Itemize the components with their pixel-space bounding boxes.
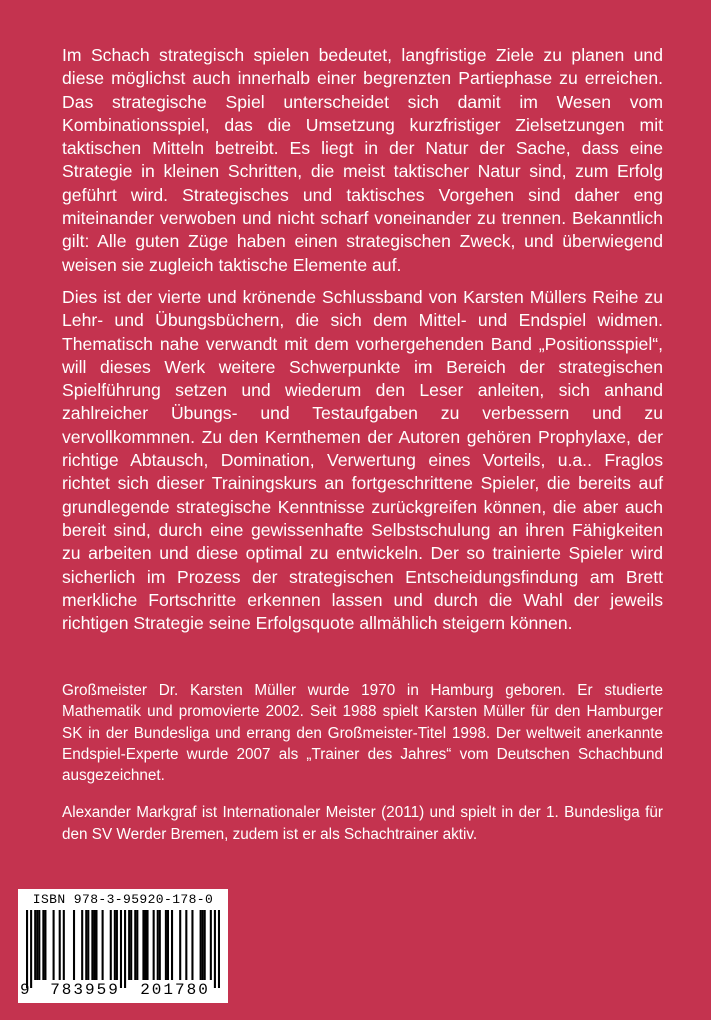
barcode-bars	[26, 910, 220, 988]
barcode-bar	[36, 910, 38, 980]
barcode-bar	[110, 910, 112, 980]
barcode-bar	[134, 910, 136, 980]
barcode-bar	[42, 910, 44, 980]
barcode-bar	[30, 910, 32, 988]
barcode-bar	[124, 910, 126, 988]
barcode-bar	[218, 910, 220, 988]
barcode-bar	[214, 910, 216, 988]
barcode-bar	[95, 910, 97, 980]
barcode-bar	[73, 910, 75, 980]
barcode-bar	[114, 910, 116, 980]
ean-first-digit: 9	[20, 981, 30, 999]
barcode-bar	[59, 910, 61, 980]
barcode-bar	[102, 910, 104, 980]
author-bio	[62, 680, 663, 861]
barcode-bar	[81, 910, 83, 980]
barcode-bar	[130, 910, 132, 980]
barcode-bar	[210, 910, 212, 980]
barcode-bar	[53, 910, 55, 980]
bio-alexander-markgraf: Alexander Markgraf ist Internationaler Meister (2011) und spielt in der 1. Bundesliga für den SV Werder Bremen, zudem ist er als Schachtrainer aktiv.	[62, 804, 663, 843]
ean-left-digits: 783959	[50, 981, 120, 999]
blurb-paragraph-2: Dies ist der vierte und krönende Schlussband von Karsten Müllers Reihe zu Lehr- und Übungsbüchern, die sich dem Mittel- und Endspiel widmen. Thematisch nahe verwandt mit dem vorhergehenden Band „Positionsspiel“, will dieses Werk weitere Schwerpunkte im Bereich der strategischen Spielführung setzen und wiederum den Leser anleiten, sich anhand zahlreicher Übungs- und Testaufgaben zu verbessern und zu vervollkommnen. Zu den Kernthemen der Autoren gehören Prophylaxe, der richtige Abtausch, Domination, Verwertung eines Vorteils, u.a.. Fraglos richtet sich dieser Trainingskurs an fortgeschrittene Spieler, die bereits auf grundlegende strategische Kenntnisse zurückgreifen können, die aber auch bereit sind, durch eine gewissenhafte Selbstschulung an ihren Fähigkeiten zu arbeiten und diese optimal zu entwickeln. Der so trainierte Spieler wird sicherlich im Prozess der strategischen Entscheidungsfindung am Brett merkliche Fortschritte erkennen lassen und durch die Wahl der jeweils richtigen Strategie seine Erfolgsquote allmählich steigern können.	[62, 286, 663, 634]
barcode-bar	[200, 910, 202, 980]
ean-right-digits: 201780	[140, 981, 210, 999]
bio-karsten-mueller: Großmeister Dr. Karsten Müller wurde 1970 in Hamburg geboren. Er studierte Mathematik und promovierte 2002. Seit 1988 spielt Karsten Müller für den Hamburger SK in der Bundesliga und errang den Großmeister-Titel 1998. Der weltweit anerkannte Endspiel-Experte wurde 2007 als „Trainer des Jahres“ vom Deutschen Schachbund ausgezeichnet.	[62, 682, 663, 785]
isbn-barcode	[18, 889, 228, 1003]
barcode-bar	[204, 910, 206, 980]
barcode-bar	[120, 910, 122, 988]
barcode-bar	[191, 910, 193, 980]
barcode-bar	[179, 910, 181, 980]
barcode-bar	[128, 910, 130, 980]
barcode-bar	[87, 910, 89, 980]
barcode-bar	[144, 910, 146, 980]
barcode-bar	[165, 910, 167, 980]
isbn-label: ISBN 978-3-95920-178-0	[32, 892, 214, 907]
barcode-bar	[26, 910, 28, 988]
barcode-bar	[34, 910, 36, 980]
barcode-bar	[159, 910, 161, 980]
barcode-bar	[91, 910, 93, 980]
barcode-bar	[171, 910, 173, 980]
barcode-bar	[38, 910, 40, 980]
barcode-bar	[136, 910, 138, 980]
barcode-bar	[93, 910, 95, 980]
barcode-bar	[153, 910, 155, 980]
barcode-bar	[146, 910, 148, 980]
blurb-paragraph-1: Im Schach strategisch spielen bedeutet, langfristige Ziele zu planen und diese möglichst auch innerhalb einer begrenzten Partiephase zu erreichen. Das strategische Spiel unterscheidet sich damit im Wesen vom Kombinationsspiel, das die Umsetzung kurzfristiger Zielsetzungen mit taktischen Mitteln betreibt. Es liegt in der Natur der Sache, dass eine Strategie in kleinen Schritten, die meist taktischer Natur sind, zum Erfolg geführt wird. Strategisches und taktisches Vorgehen sind daher eng miteinander verwoben und nicht scharf voneinander zu trennen. Bekanntlich gilt: Alle guten Züge haben einen strategischen Zweck, und überwiegend weisen sie zugleich taktische Elemente auf.	[62, 45, 663, 275]
barcode-bar	[85, 910, 87, 980]
barcode-bar	[116, 910, 118, 980]
back-cover-blurb	[62, 44, 663, 644]
barcode-bar	[157, 910, 159, 980]
barcode-bar	[185, 910, 187, 980]
barcode-bar	[167, 910, 169, 980]
barcode-bar	[44, 910, 46, 980]
barcode-bar	[142, 910, 144, 980]
barcode-bar	[202, 910, 204, 980]
barcode-bar	[63, 910, 65, 980]
